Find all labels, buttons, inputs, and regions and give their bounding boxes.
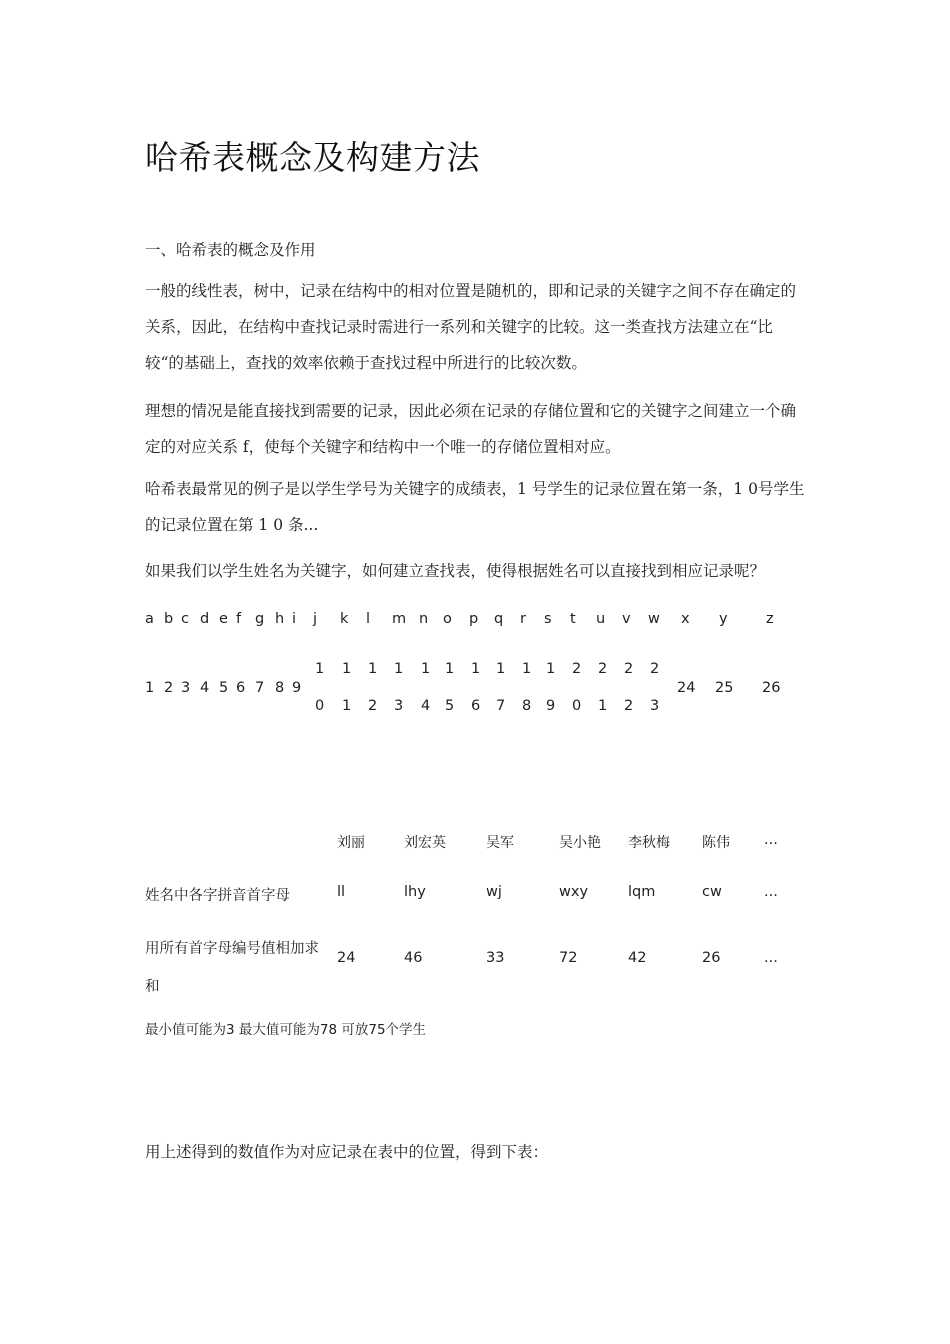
number-cell-bottom: 2 bbox=[368, 698, 378, 714]
number-cell: 1 bbox=[145, 680, 155, 696]
number-cell: 7 bbox=[255, 680, 265, 696]
sum-cell: 33 bbox=[486, 950, 505, 966]
letter-cell: v bbox=[622, 611, 631, 627]
sums-row bbox=[145, 930, 815, 995]
letter-cell: f bbox=[236, 611, 242, 627]
paragraph-4: 如果我们以学生姓名为关键字，如何建立查找表，使得根据姓名可以直接找到相应记录呢？ bbox=[145, 562, 766, 580]
letter-cell: u bbox=[596, 611, 606, 627]
number-cell-bottom: 9 bbox=[546, 698, 556, 714]
letter-cell: t bbox=[570, 611, 576, 627]
initials-row-label: 姓名中各字拼音首字母 bbox=[145, 888, 290, 904]
number-row bbox=[145, 661, 815, 721]
number-cell: 9 bbox=[292, 680, 302, 696]
initials-cell: wxy bbox=[559, 884, 589, 900]
letter-cell: x bbox=[681, 611, 690, 627]
letter-cell: b bbox=[164, 611, 174, 627]
letter-cell: z bbox=[766, 611, 774, 627]
initials-cell: wj bbox=[486, 884, 502, 900]
name-cell: ... bbox=[764, 832, 778, 848]
paragraph-2: 理想的情况是能直接找到需要的记录，因此必须在记录的存储位置和它的关键字之间建立一个确定的对应关系 f，使每个关键字和结构中一个唯一的存储位置相对应。 bbox=[145, 402, 797, 456]
name-cell: 吴军 bbox=[486, 835, 514, 851]
number-cell-top: 2 bbox=[598, 661, 608, 677]
number-cell-top: 1 bbox=[496, 661, 506, 677]
letter-cell: j bbox=[313, 611, 318, 627]
number-cell: 6 bbox=[236, 680, 246, 696]
name-cell: 刘宏英 bbox=[404, 835, 446, 851]
number-cell-bottom: 3 bbox=[650, 698, 660, 714]
letter-cell: c bbox=[181, 611, 189, 627]
section-heading: 一、哈希表的概念及作用 bbox=[145, 241, 316, 259]
number-cell-bottom: 1 bbox=[342, 698, 352, 714]
number-cell-top: 1 bbox=[546, 661, 556, 677]
letter-cell: k bbox=[340, 611, 349, 627]
number-cell-top: 2 bbox=[650, 661, 660, 677]
number-cell-bottom: 3 bbox=[394, 698, 404, 714]
initials-cell: ... bbox=[764, 884, 778, 900]
sum-cell: 26 bbox=[702, 950, 721, 966]
sum-cell: 72 bbox=[559, 950, 578, 966]
letter-row bbox=[145, 611, 815, 631]
number-cell-top: 1 bbox=[471, 661, 481, 677]
number-cell-top: 1 bbox=[315, 661, 325, 677]
number-cell: 3 bbox=[181, 680, 191, 696]
name-cell: 刘丽 bbox=[337, 835, 365, 851]
sum-cell: 24 bbox=[337, 950, 356, 966]
number-cell: 24 bbox=[677, 680, 696, 696]
number-cell-bottom: 7 bbox=[496, 698, 506, 714]
number-cell-top: 1 bbox=[394, 661, 404, 677]
letter-cell: l bbox=[366, 611, 371, 627]
number-cell: 2 bbox=[164, 680, 174, 696]
page-title: 哈希表概念及构建方法 bbox=[145, 138, 480, 177]
number-cell-bottom: 0 bbox=[572, 698, 582, 714]
name-header-row bbox=[145, 832, 815, 852]
number-cell: 8 bbox=[275, 680, 285, 696]
letter-cell: m bbox=[392, 611, 407, 627]
number-cell-top: 1 bbox=[342, 661, 352, 677]
number-cell: 5 bbox=[219, 680, 229, 696]
letter-cell: w bbox=[648, 611, 660, 627]
number-cell-bottom: 6 bbox=[471, 698, 481, 714]
initials-row bbox=[145, 884, 815, 904]
letter-cell: n bbox=[419, 611, 429, 627]
letter-cell: p bbox=[469, 611, 479, 627]
paragraph-1: 一般的线性表，树中，记录在结构中的相对位置是随机的，即和记录的关键字之间不存在确定的关系，因此，在结构中查找记录时需进行一系列和关键字的比较。这一类查找方法建立在“比较“的基础上，查找的效率依赖于查找过程中所进行的比较次数。 bbox=[145, 282, 797, 372]
number-cell-top: 1 bbox=[522, 661, 532, 677]
initials-cell: ll bbox=[337, 884, 346, 900]
letter-cell: d bbox=[200, 611, 210, 627]
letter-cell: q bbox=[494, 611, 504, 627]
number-cell-top: 2 bbox=[624, 661, 634, 677]
number-cell-top: 1 bbox=[421, 661, 431, 677]
letter-cell: s bbox=[544, 611, 552, 627]
paragraph-3: 哈希表最常见的例子是以学生学号为关键字的成绩表，1 号学生的记录位置在第一条，1 0号学生的记录位置在第 1 0 条... bbox=[145, 480, 805, 534]
sum-cell: 42 bbox=[628, 950, 647, 966]
number-cell-bottom: 8 bbox=[522, 698, 532, 714]
range-note: 最小值可能为3 最大值可能为78 可放75个学生 bbox=[145, 1022, 427, 1038]
name-cell: 李秋梅 bbox=[628, 835, 670, 851]
number-cell-bottom: 2 bbox=[624, 698, 634, 714]
name-cell: 陈伟 bbox=[702, 835, 730, 851]
letter-cell: o bbox=[443, 611, 452, 627]
number-cell-top: 2 bbox=[572, 661, 582, 677]
letter-cell: a bbox=[145, 611, 154, 627]
initials-cell: lhy bbox=[404, 884, 426, 900]
letter-cell: h bbox=[275, 611, 285, 627]
letter-cell: i bbox=[292, 611, 297, 627]
letter-cell: g bbox=[255, 611, 265, 627]
sums-row-label: 用所有首字母编号值相加求和 bbox=[145, 941, 319, 995]
number-cell-bottom: 4 bbox=[421, 698, 431, 714]
number-cell-bottom: 0 bbox=[315, 698, 325, 714]
letter-cell: r bbox=[520, 611, 526, 627]
number-cell-top: 1 bbox=[445, 661, 455, 677]
name-cell: 吴小艳 bbox=[559, 835, 601, 851]
sum-cell: 46 bbox=[404, 950, 423, 966]
number-cell: 26 bbox=[762, 680, 781, 696]
number-cell-top: 1 bbox=[368, 661, 378, 677]
letter-cell: e bbox=[219, 611, 228, 627]
letter-cell: y bbox=[719, 611, 728, 627]
number-cell-bottom: 5 bbox=[445, 698, 455, 714]
sum-cell: ... bbox=[764, 950, 778, 966]
closing-sentence: 用上述得到的数值作为对应记录在表中的位置，得到下表： bbox=[145, 1143, 549, 1161]
number-cell-bottom: 1 bbox=[598, 698, 608, 714]
number-cell: 25 bbox=[715, 680, 734, 696]
initials-cell: cw bbox=[702, 884, 722, 900]
initials-cell: lqm bbox=[628, 884, 656, 900]
number-cell: 4 bbox=[200, 680, 210, 696]
